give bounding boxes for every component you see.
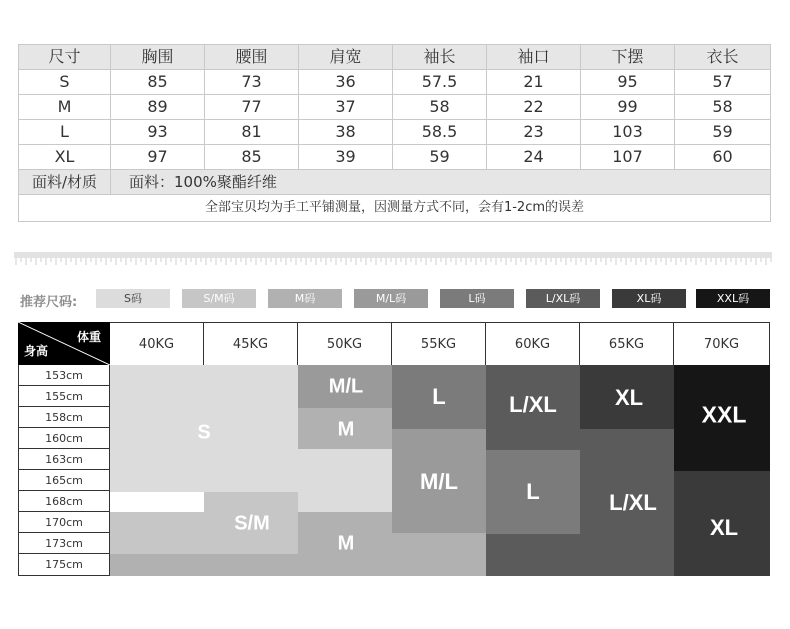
table-cell: L: [19, 120, 111, 145]
legend-swatch-l: L码: [440, 289, 514, 308]
header-cell: 肩宽: [299, 45, 393, 70]
table-cell: M: [19, 95, 111, 120]
table-cell: XL: [19, 145, 111, 170]
weight-header: 70KG: [674, 322, 770, 365]
table-cell: 81: [205, 120, 299, 145]
table-cell: 89: [111, 95, 205, 120]
zone-label-m: M: [337, 532, 355, 555]
header-cell: 袖长: [393, 45, 487, 70]
table-row: [19, 95, 771, 120]
table-row: [19, 145, 771, 170]
table-cell: 59: [675, 120, 771, 145]
table-cell: 93: [111, 120, 205, 145]
zone-label-m: M: [337, 418, 355, 441]
height-cell: 158cm: [18, 407, 110, 428]
height-cell: 153cm: [18, 365, 110, 386]
legend-swatch-xxl: XXL码: [696, 289, 770, 308]
table-cell: 77: [205, 95, 299, 120]
legend-title: 推荐尺码:: [20, 295, 78, 310]
zone-label-l: L: [526, 479, 540, 504]
measurement-note: 全部宝贝均为手工平铺测量，因测量方式不同，会有1-2cm的误差: [19, 195, 771, 222]
table-cell: 38: [299, 120, 393, 145]
height-cell: 170cm: [18, 512, 110, 533]
legend-swatch-xl: XL码: [612, 289, 686, 308]
header-cell: 腰围: [205, 45, 299, 70]
ruler-bar: [14, 252, 772, 258]
table-cell: 60: [675, 145, 771, 170]
table-row: [19, 70, 771, 95]
zone-label-xxl: XXL: [701, 401, 747, 428]
size-table: [18, 44, 771, 222]
table-cell: S: [19, 70, 111, 95]
size-recommendation-grid: [18, 322, 770, 576]
table-cell: 97: [111, 145, 205, 170]
table-cell: 59: [393, 145, 487, 170]
zone-label-lxl: L/XL: [509, 392, 557, 417]
table-cell: 99: [581, 95, 675, 120]
header-cell: 尺寸: [19, 45, 111, 70]
zone-label-s: S: [197, 421, 211, 444]
weight-header: 60KG: [486, 322, 580, 365]
height-cell: 173cm: [18, 533, 110, 554]
ruler-divider: [14, 252, 772, 266]
height-cell: 160cm: [18, 428, 110, 449]
table-cell: 85: [205, 145, 299, 170]
size-zone-lxl: [486, 534, 580, 576]
zone-label-l: L: [432, 384, 446, 409]
legend-swatch-lxl: L/XL码: [526, 289, 600, 308]
weight-header: 55KG: [392, 322, 486, 365]
table-cell: 73: [205, 70, 299, 95]
weight-header: 50KG: [298, 322, 392, 365]
legend-swatch-sm: S/M码: [182, 289, 256, 308]
table-cell: 23: [487, 120, 581, 145]
note-row: [19, 195, 771, 222]
legend-swatch-s: S码: [96, 289, 170, 308]
zone-label-xl: XL: [709, 515, 739, 540]
zone-label-xl: XL: [614, 385, 644, 410]
zone-label-ml: M/L: [420, 469, 458, 494]
header-cell: 下摆: [581, 45, 675, 70]
table-cell: 57.5: [393, 70, 487, 95]
zone-label-sm: S/M: [234, 512, 270, 535]
table-cell: 85: [111, 70, 205, 95]
table-cell: 57: [675, 70, 771, 95]
legend-swatch-m: M码: [268, 289, 342, 308]
header-cell: 袖口: [487, 45, 581, 70]
height-cell: 163cm: [18, 449, 110, 470]
header-cell: 衣长: [675, 45, 771, 70]
table-header-row: [19, 45, 771, 70]
table-cell: 58: [393, 95, 487, 120]
size-zone-sm: [110, 512, 204, 554]
material-row: [19, 170, 771, 195]
header-cell: 胸围: [111, 45, 205, 70]
grid-corner: [18, 322, 110, 365]
material-value: 面料：100%聚酯纤维: [111, 170, 771, 195]
table-cell: 36: [299, 70, 393, 95]
table-row: [19, 120, 771, 145]
table-cell: 24: [487, 145, 581, 170]
corner-weight-label: 体重: [76, 330, 101, 344]
height-cell: 165cm: [18, 470, 110, 491]
table-cell: 58: [675, 95, 771, 120]
table-cell: 21: [487, 70, 581, 95]
table-cell: 107: [581, 145, 675, 170]
table-cell: 37: [299, 95, 393, 120]
table-cell: 103: [581, 120, 675, 145]
legend-swatch-ml: M/L码: [354, 289, 428, 308]
weight-header: 65KG: [580, 322, 674, 365]
corner-height-label: 身高: [24, 344, 49, 358]
table-cell: 39: [299, 145, 393, 170]
height-cell: 168cm: [18, 491, 110, 512]
size-zone-s: [298, 449, 392, 512]
height-cell: 175cm: [18, 554, 110, 576]
table-cell: 95: [581, 70, 675, 95]
material-label: 面料/材质: [19, 170, 111, 195]
weight-header: 40KG: [110, 322, 204, 365]
zone-label-lxl: L/XL: [609, 490, 657, 515]
zone-label-ml: M/L: [328, 375, 364, 398]
weight-header: 45KG: [204, 322, 298, 365]
height-cell: 155cm: [18, 386, 110, 407]
table-cell: 22: [487, 95, 581, 120]
ruler-ticks: [16, 258, 771, 265]
table-cell: 58.5: [393, 120, 487, 145]
